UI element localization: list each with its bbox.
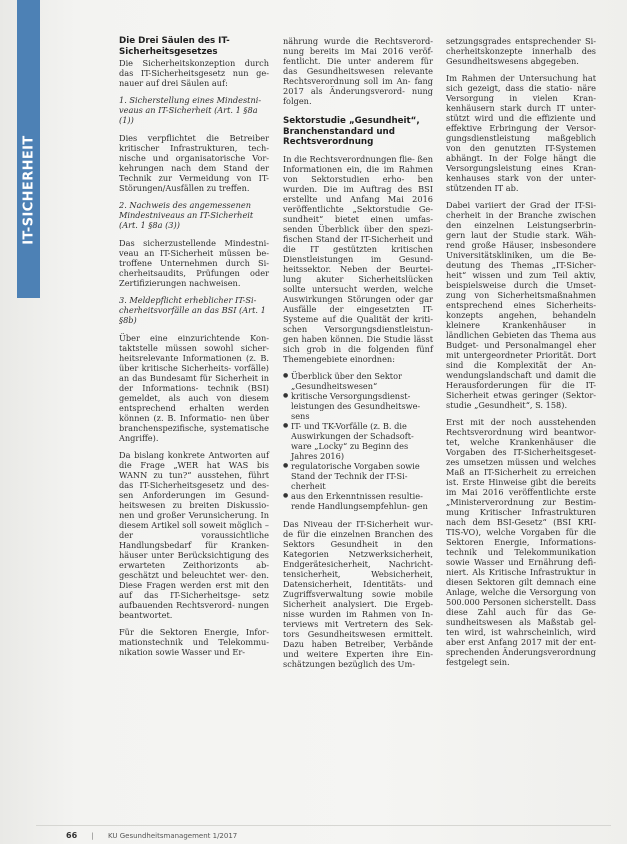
- subheading-pillar-2: 2. Nachweis des angemessenen Mindestniveaus an IT-Sicherheit (Art. 1 §8a (3)): [119, 200, 254, 230]
- subheading-pillar-3: 3. Meldepflicht erheblicher IT-Si- cherheitsvorfälle an das BSI (Art. 1 §8b): [119, 295, 266, 325]
- list-item: ● IT- und TK-Vorfälle (z. B. die Auswirkungen der Schadsoft- ware „Locky“ zu Beginn des Jahres 2016): [283, 421, 433, 461]
- paragraph: Das Niveau der IT-Sicherheit wur- de für die einzelnen Branchen des Sektors Gesundheit in den Kategorien Netzwerksicherheit, Endgerätesicherheit, Nachricht- tensicherheit, Websicherheit, Datensicherheit, Identitäts- und Zugriffsverwaltung sowie mobile Sicherheit analysiert. Die Ergeb- nisse wurden im Rahmen von In- terviews mit Vertretern des Sek- tors Gesundheitswesen ermittelt. Dazu haben Betreiber, Verbände und weitere Experten ihre Ein- schätzungen bezüglich des Um-: [283, 518, 433, 669]
- section-tab: [17, 0, 40, 298]
- section-tab-label: IT-SICHERHEIT: [21, 135, 36, 245]
- paragraph: Im Rahmen der Untersuchung hat sich gezeigt, dass die statio- näre Versorgung in vielen Kran- kenhäusern stark durch IT unter- stützt wird und die effiziente und effektive Erbringung der Versor- gungsdienstleistung maßgeblich von den genutzten IT-Systemen abhängt. In der Folge hängt die Versorgungsleistung eines Kran- kenhauses stark von der unter- stützenden IT ab.: [446, 73, 596, 193]
- publication-name: KU Gesundheitsmanagement 1/2017: [107, 832, 238, 840]
- paragraph: Dabei variiert der Grad der IT-Si- cherheit in der Branche zwischen den einzelnen Leistungserbrin- gern laut der Studie stark. Wäh- rend große Häuser, insbesondere Universitätskliniken, um die Be- deutung des Themas „IT-Sicher- heit“ wissen und zum Teil aktiv, beispielsweise durch die Umset- zung von Sicherheitsmaßnahmen entsprechend eines Sicherheits- konzepts angehen, behandeln kleinere Krankenhäuser in ländlichen Gebieten das Thema aus Budget- und Personalmangel eher mit untergeordneter Priorität. Dort sind die Komplexität der An- wendungslandschaft und damit die Herausforderungen für die IT- Sicherheit etwas geringer (Sektor- studie „Gesundheit“, S. 158).: [446, 200, 596, 410]
- paragraph: Da bislang konkrete Antworten auf die Frage „WER hat WAS bis WANN zu tun?“ ausstehen, führt das IT-Sicherheitsgesetz und des- sen Anforderungen im Gesund- heitswesen zu breiten Diskussio- nen und großer Verunsicherung. In diesem Artikel soll soweit möglich – der voraussichtliche Handlungsbedarf für Kranken- häuser unter Berücksichtigung des erwarteten Zeithorizonts ab- geschätzt und beleuchtet wer- den. Diese Fragen werden erst mit den auf das IT-Sicherheitsge- setz aufbauenden Rechtsverord- nungen beantwortet.: [119, 450, 269, 620]
- paragraph: Erst mit der noch ausstehenden Rechtsverordnung wird beantwor- tet, welche Krankenhäuser die Vorgaben des IT-Sicherheitsgeset- zes umsetzen müssen und welches Maß an IT-Sicherheit zu erreichen ist. Erste Hinweise gibt die bereits im Mai 2016 veröffentlichte erste „Ministerverordnung zur Bestim- mung Kritischer Infrastrukturen nach dem BSI-Gesetz“ (BSI KRI- TIS-VO), welche Vorgaben für die Sektoren Energie, Informations- technik und Telekommunikation sowie Wasser und Ernährung defi- niert. Als Kritische Infrastruktur in diesen Sektoren gilt demnach eine Anlage, welche die Versorgung von 500.000 Personen sicherstellt. Dass diese Zahl auch für das Ge- sundheitswesen als Maßstab gel- ten wird, ist wahrscheinlich, wird aber erst Anfang 2017 mit der ent- sprechenden Änderungsverordnung festgelegt sein.: [446, 417, 596, 667]
- footer-divider: [36, 825, 611, 826]
- paragraph: Für die Sektoren Energie, Infor- mationstechnik und Telekommu- nikation sowie Wasser und Er-: [119, 627, 269, 657]
- paragraph: Das sicherzustellende Mindestni- veau an IT-Sicherheit müssen be- troffene Unternehmen durch Si- cherheitsaudits, Prüfungen oder Zertifizierungen nachweisen.: [119, 238, 269, 288]
- list-item: ● regulatorische Vorgaben sowie Stand der Technik der IT-Si- cherheit: [283, 461, 433, 491]
- page-footer: [66, 831, 237, 840]
- topic-list: [283, 371, 433, 511]
- paragraph: nährung wurde die Rechtsverord- nung bereits im Mai 2016 veröf- fentlicht. Die unter anderem für das Gesundheitswesen relevante Rechtsverordnung soll im An- fang 2017 als Änderungsverord- nung folgen.: [283, 36, 433, 106]
- paragraph: setzungsgrades entsprechender Si- cherheitskonzepte innerhalb des Gesundheitswesens abgegeben.: [446, 36, 596, 66]
- subheading-pillar-1: 1. Sicherstellung eines Mindestni- veaus an IT-Sicherheit (Art. 1 §8a (1)): [119, 95, 262, 125]
- list-item: ● Überblick über den Sektor „Gesundheitswesen“: [283, 371, 433, 391]
- column-1: [119, 36, 269, 664]
- page-number: 66: [66, 831, 78, 840]
- paragraph: Die Sicherheitskonzeption durch das IT-Sicherheitsgesetz nun ge- nauer auf drei Säulen auf:: [119, 58, 269, 88]
- paragraph: Über eine einzurichtende Kon- taktstelle müssen sowohl sicher- heitsrelevante Informationen (z. B. über kritische Sicherheits- vorfälle) an das Bundesamt für Sicherheit in der Informations- technik (BSI) gemeldet, als auch von diesem entsprechend erhalten werden können (z. B. Informatio- nen über branchenspezifische, systematische Angriffe).: [119, 333, 269, 443]
- paragraph: Dies verpflichtet die Betreiber kritischer Infrastrukturen, tech- nische und organisatorische Vor- kehrungen nach dem Stand der Technik zur Vermeidung von IT- Störungen/Ausfällen zu treffen.: [119, 133, 269, 193]
- list-item: ● aus den Erkenntnissen resultie- rende Handlungsempfehlun- gen: [283, 491, 433, 511]
- section-heading-sector-study: Sektorstudie „Gesundheit“, Branchenstandard und Rechtsverordnung: [283, 116, 420, 147]
- paragraph: In die Rechtsverordnungen flie- ßen Informationen ein, die im Rahmen von Sektorstudien erho- ben wurden. Die im Auftrag des BSI erstellte und Anfang Mai 2016 veröffentlichte „Sektorstudie Ge- sundheit“ bietet einen umfas- senden Überblick über den spezi- fischen Stand der IT-Sicherheit und die IT gestützten kritischen Dienstleistungen im Gesund- heitssektor. Neben der Beurtei- lung akuter Sicherheitslücken sollte untersucht werden, welche Auswirkungen Störungen oder gar Ausfälle der eingesetzten IT- Systeme auf die Qualität der kriti- schen Versorgungsdienstleistun- gen haben können. Die Studie lässt sich grob in die folgenden fünf Themengebiete einordnen:: [283, 153, 433, 364]
- section-heading-pillars: Die Drei Säulen des IT-Sicherheitsgesetzes: [119, 36, 230, 57]
- footer-separator: |: [91, 832, 94, 840]
- list-item: ● kritische Versorgungsdienst- leistungen des Gesundheitswe- sens: [283, 391, 433, 421]
- column-2: [283, 36, 433, 676]
- column-3: [446, 36, 596, 674]
